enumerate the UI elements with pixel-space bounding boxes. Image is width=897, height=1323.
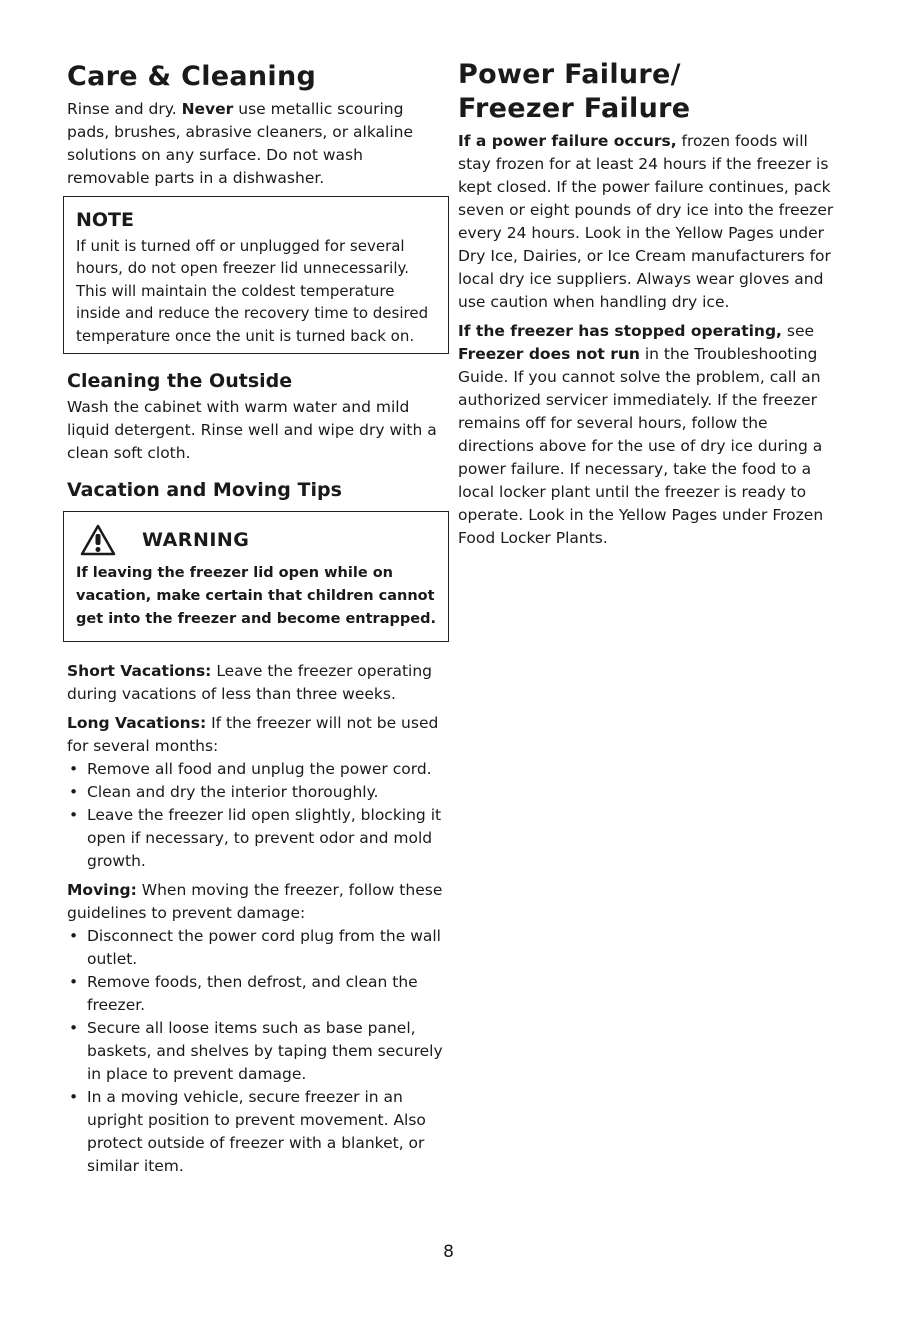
power-failure-text: frozen foods will stay frozen for at least 24 hours if the freezer is kept closed. If the power failure continues, pack seven or eight pounds of dry ice into the freezer every 24 hours. Look in the Yellow Pages under Dry Ice, Dairies, or Ice Cream manufacturers for local dry ice suppliers. Always wear gloves and use caution when handling dry ice.	[458, 132, 834, 311]
list-item: • In a moving vehicle, secure freezer in an upright position to prevent movement. Also protect outside of freezer with a blanket, or similar item.	[67, 1086, 445, 1178]
warning-header	[76, 524, 438, 556]
power-failure-heading: Power Failure/ Freezer Failure	[458, 59, 691, 124]
warning-box	[63, 511, 449, 642]
warning-text: If leaving the freezer lid open while on vacation, make certain that children cannot get into the freezer and become entrapped.	[76, 565, 436, 628]
freezer-stopped-text: in the Troubleshooting Guide. If you cannot solve the problem, call an authorized servicer immediately. If the freezer remains off for several hours, follow the directions above for the use of dry ice during a power failure. If necessary, take the food to a local locker plant until the freezer is ready to operate. Look in the Yellow Pages under Frozen Food Locker Plants.	[458, 345, 824, 547]
list-item: • Remove all food and unplug the power cord.	[67, 758, 445, 781]
warning-triangle-icon	[80, 524, 116, 556]
short-vacations-paragraph	[67, 660, 445, 706]
care-intro-paragraph	[67, 98, 445, 190]
right-column	[458, 58, 836, 556]
never-emphasis: Never	[181, 100, 234, 118]
freezer-stopped-paragraph	[458, 320, 836, 550]
moving-text: When moving the freezer, follow these guidelines to prevent damage:	[67, 881, 443, 923]
long-vacations-label: Long Vacations:	[67, 714, 207, 733]
short-vacations-text: Leave the freezer operating during vacations of less than three weeks.	[67, 662, 433, 704]
short-vacations-label: Short Vacations:	[67, 662, 212, 681]
note-title: NOTE	[76, 209, 134, 231]
moving-list	[67, 925, 445, 1178]
freezer-stopped-label: If the freezer has stopped operating,	[458, 322, 782, 340]
power-failure-label: If a power failure occurs,	[458, 132, 677, 150]
page-number: 8	[443, 1242, 454, 1262]
care-cleaning-heading: Care & Cleaning	[67, 61, 317, 92]
power-failure-paragraph	[458, 130, 836, 314]
care-intro-text-a: Rinse and dry.	[67, 100, 182, 118]
list-item: • Disconnect the power cord plug from the wall outlet.	[67, 925, 445, 971]
long-vacations-paragraph	[67, 712, 445, 758]
list-item: • Leave the freezer lid open slightly, blocking it open if necessary, to prevent odor and mold growth.	[67, 804, 445, 873]
list-item: • Remove foods, then defrost, and clean the freezer.	[67, 971, 445, 1017]
warning-title: WARNING	[142, 529, 250, 552]
left-column	[67, 58, 445, 1184]
moving-paragraph	[67, 879, 445, 925]
note-box	[63, 196, 449, 354]
note-text: If unit is turned off or unplugged for several hours, do not open freezer lid unnecessarily. This will maintain the coldest temperature inside and reduce the recovery time to desired temperature once the unit is turned back on.	[76, 237, 429, 345]
freezer-not-run-reference: Freezer does not run	[458, 345, 640, 363]
long-vacations-text: If the freezer will not be used for several months:	[67, 714, 439, 756]
cleaning-outside-heading: Cleaning the Outside	[67, 370, 293, 393]
vacation-moving-heading: Vacation and Moving Tips	[67, 479, 342, 502]
list-item: • Clean and dry the interior thoroughly.	[67, 781, 445, 804]
moving-label: Moving:	[67, 881, 137, 900]
list-item: • Secure all loose items such as base panel, baskets, and shelves by taping them securely in place to prevent damage.	[67, 1017, 445, 1086]
long-vacations-list	[67, 758, 445, 873]
cleaning-outside-text: Wash the cabinet with warm water and mild liquid detergent. Rinse well and wipe dry with a clean soft cloth.	[67, 398, 437, 463]
freezer-stopped-see: see	[781, 322, 815, 340]
care-intro-text-c: use metallic scouring pads, brushes, abrasive cleaners, or alkaline solutions on any surface. Do not wash removable parts in a dishwasher.	[67, 100, 414, 187]
